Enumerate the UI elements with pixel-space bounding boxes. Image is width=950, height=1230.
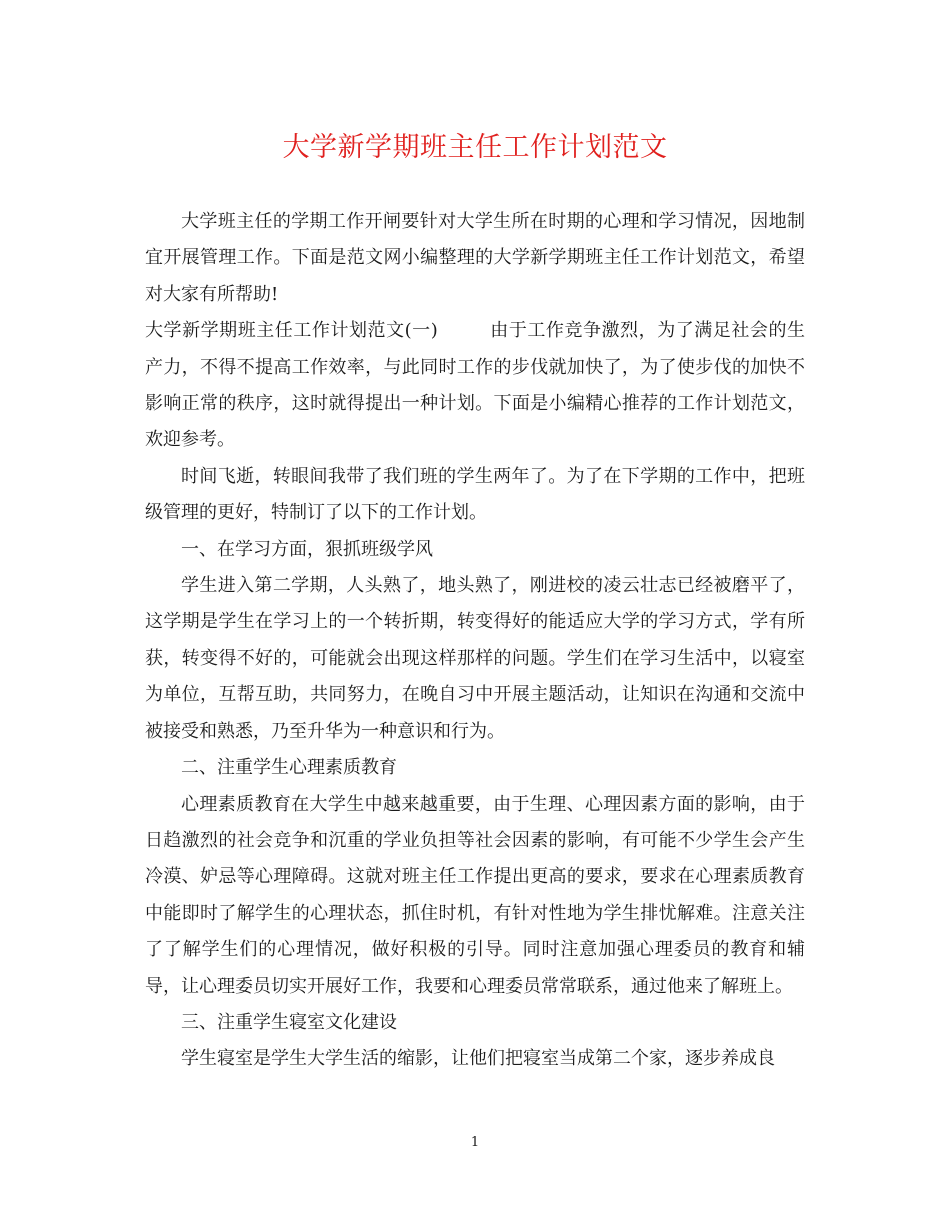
section-1-paragraph [145,313,805,459]
section-heading-1: 大学新学期班主任工作计划范文(一) [145,320,438,342]
dorm-paragraph: 学生寝室是学生大学生活的缩影，让他们把寝室当成第二个家，逐步养成良 [181,1048,775,1070]
document-body [145,204,805,1078]
heading-dorm: 三、注重学生寝室文化建设 [181,1011,397,1033]
study-paragraph: 学生进入第二学期，人头熟了，地头熟了，刚进校的凌云壮志已经被磨平了，这学期是学生在学习上的一个转折期，转变得好的能适应大学的学习方式，学有所获，转变得不好的，可能就会出现这样那样的问题。学生们在学习生活中，以寝室为单位，互帮互助，共同努力，在晚自习中开展主题活动，让知识在沟通和交流中被接受和熟悉，乃至升华为一种意识和行为。 [145,575,805,742]
intro-paragraph: 大学班主任的学期工作开闸要针对大学生所在时期的心理和学习情况，因地制宜开展管理工作。下面是范文网小编整理的大学新学期班主任工作计划范文，希望对大家有所帮助! [145,211,805,305]
psych-paragraph: 心理素质教育在大学生中越来越重要，由于生理、心理因素方面的影响，由于日趋激烈的社会竞争和沉重的学业负担等社会因素的影响，有可能不少学生会产生冷漠、妒忌等心理障碍。这就对班主任工作提出更高的要求，要求在心理素质教育中能即时了解学生的心理状态，抓住时机，有针对性地为学生排忧解难。注意关注了了解学生们的心理情况，做好积极的引导。同时注意加强心理委员的教育和辅导，让心理委员切实开展好工作，我要和心理委员常常联系，通过他来了解班上。 [145,793,805,997]
time-paragraph: 时间飞逝，转眼间我带了我们班的学生两年了。为了在下学期的工作中，把班级管理的更好，特制订了以下的工作计划。 [145,465,805,524]
document-title: 大学新学期班主任工作计划范文 [282,132,668,163]
section-1-text: 由于工作竞争激烈，为了满足社会的生产力，不得不提高工作效率，与此同时工作的步伐就加快了，为了使步伐的加快不影响正常的秩序，这时就得提出一种计划。下面是小编精心推荐的工作计划范文，欢迎参考。 [145,320,805,451]
heading-psych: 二、注重学生心理素质教育 [181,757,397,779]
heading-study: 一、在学习方面，狠抓班级学风 [181,538,433,560]
page-number: 1 [470,1135,480,1150]
